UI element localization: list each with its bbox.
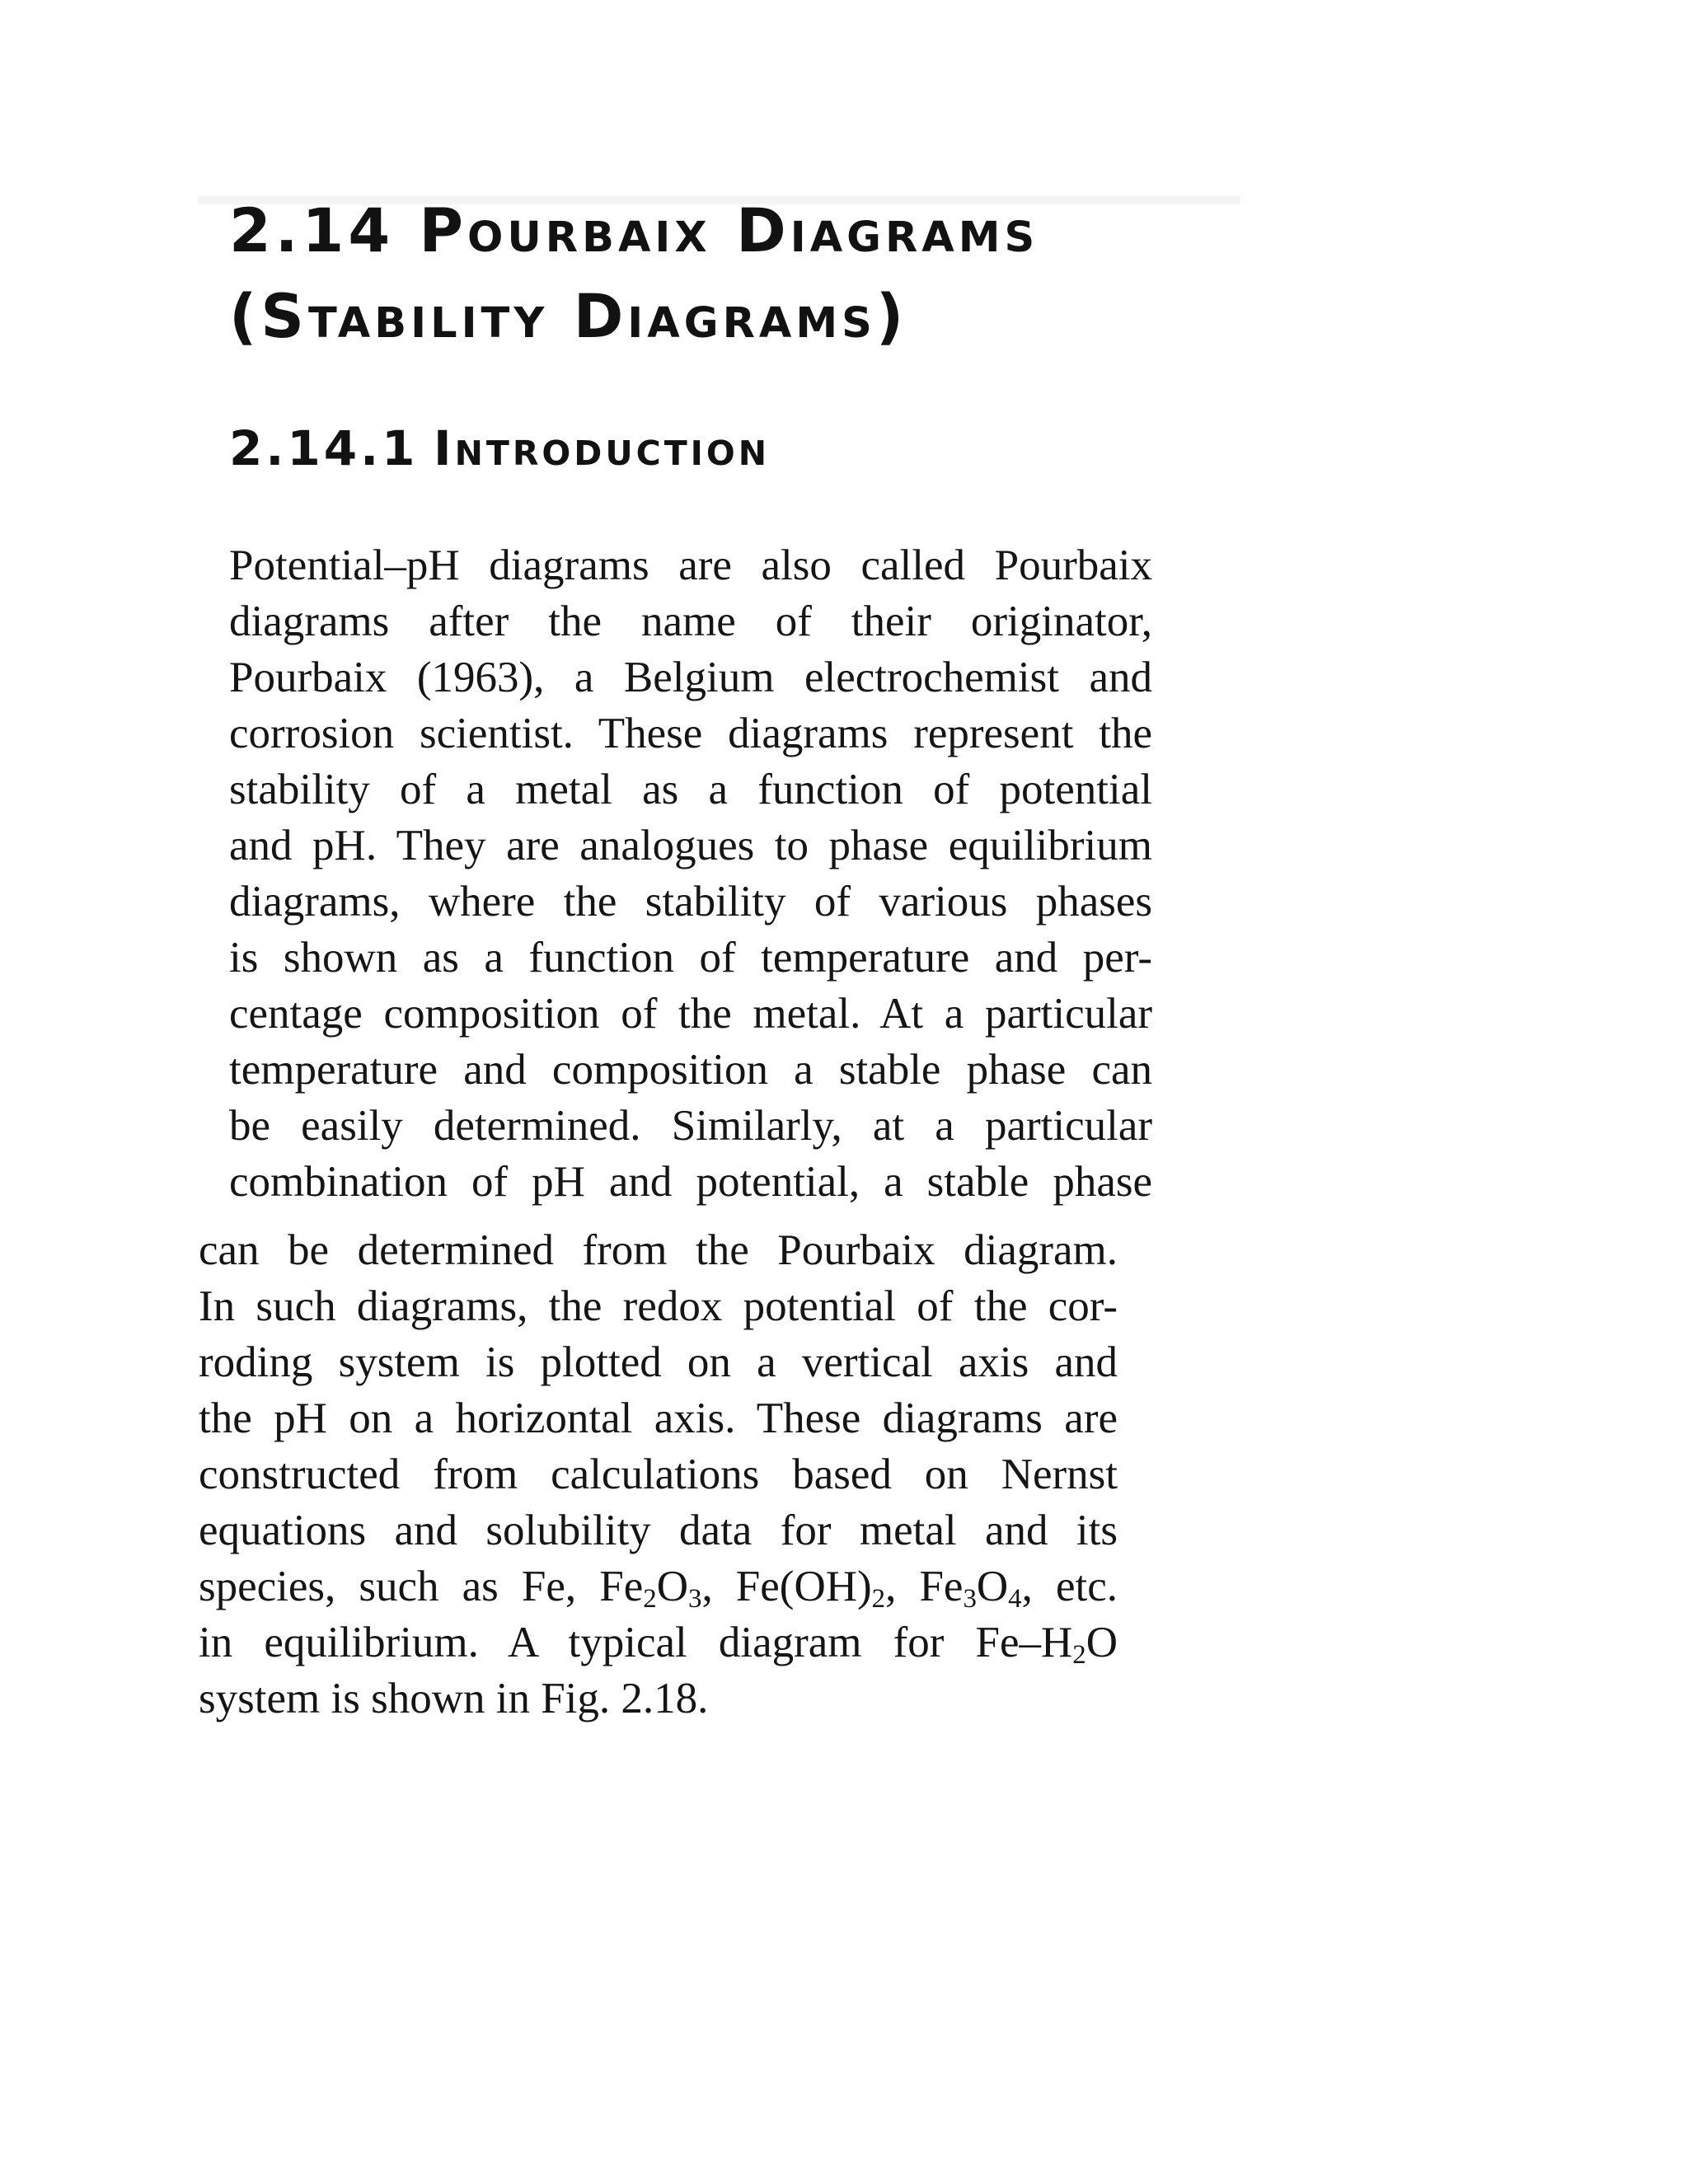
- subscript: 2: [871, 1584, 886, 1615]
- text-run: species, such as Fe, Fe: [199, 1563, 644, 1610]
- subsection-number: 2.14.1: [229, 420, 419, 476]
- subscript: 2: [643, 1584, 657, 1615]
- paragraph-2-line: system is shown in Fig. 2.18.: [199, 1675, 709, 1722]
- text-run: O: [976, 1563, 1009, 1610]
- subscript: 2: [1072, 1640, 1086, 1671]
- subscript: 4: [1008, 1584, 1022, 1615]
- paragraph-2-line: In such diagrams, the redox potential of the cor-: [199, 1282, 1118, 1330]
- text-run: O: [656, 1563, 688, 1610]
- paragraph-1: [229, 537, 1152, 1210]
- text-run: , Fe: [885, 1563, 964, 1610]
- text-run: in equilibrium. A typical diagram for Fe–H: [199, 1619, 1073, 1666]
- paragraph-2-line-equilibrium: [199, 1615, 1118, 1671]
- paragraph-2-line: constructed from calculations based on Nernst: [199, 1451, 1118, 1498]
- subsection-title: Introduction: [434, 420, 771, 476]
- subscript: 3: [688, 1584, 702, 1615]
- paragraph-1-line: Potential–pH diagrams are also called Pourbaix: [229, 541, 1152, 589]
- paragraph-1-line: centage composition of the metal. At a particular: [229, 990, 1152, 1038]
- paragraph-1-line: be easily determined. Similarly, at a particular: [229, 1102, 1152, 1150]
- paragraph-2-line: can be determined from the Pourbaix diagram.: [199, 1226, 1118, 1274]
- paragraph-1-line: diagrams after the name of their originator,: [229, 598, 1152, 645]
- paragraph-2-line: the pH on a horizontal axis. These diagrams are: [199, 1394, 1118, 1442]
- paragraph-1-line: temperature and composition a stable phase can: [229, 1046, 1152, 1094]
- paragraph-1-line: and pH. They are analogues to phase equilibrium: [229, 822, 1152, 869]
- paragraph-1-line: corrosion scientist. These diagrams represent the: [229, 710, 1152, 757]
- subsection-heading: [229, 420, 770, 476]
- text-run: , etc.: [1021, 1563, 1118, 1610]
- section-heading-line1: 2.14 Pourbaix Diagrams: [229, 196, 1039, 266]
- paragraph-2-line: equations and solubility data for metal and its: [199, 1507, 1118, 1554]
- section-heading-line2: (Stability Diagrams): [229, 282, 908, 352]
- paragraph-2: [199, 1222, 1118, 1727]
- paragraph-1-line: Pourbaix (1963), a Belgium electrochemist and: [229, 654, 1152, 701]
- paragraph-1-line: diagrams, where the stability of various phases: [229, 878, 1152, 926]
- paragraph-2-line: roding system is plotted on a vertical axis and: [199, 1338, 1118, 1386]
- text-run: O: [1085, 1619, 1118, 1666]
- paragraph-1-line: is shown as a function of temperature and per-: [229, 934, 1152, 982]
- paragraph-1-line: combination of pH and potential, a stable phase: [229, 1158, 1152, 1206]
- text-run: , Fe(OH): [701, 1563, 872, 1610]
- paragraph-1-line: stability of a metal as a function of potential: [229, 766, 1152, 813]
- paragraph-2-line-species: [199, 1558, 1118, 1615]
- subscript: 3: [963, 1584, 977, 1615]
